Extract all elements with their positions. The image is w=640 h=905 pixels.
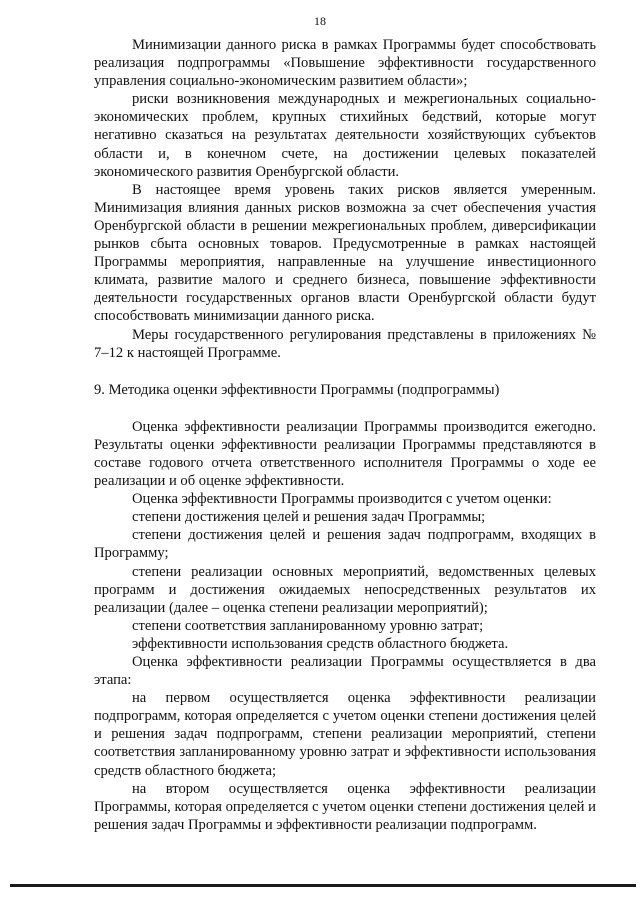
paragraph: риски возникновения международных и межрегиональных социально-экономических проблем, крупных стихийных бедствий, которые могут негативно сказаться на результатах деятельности хозяйствующих субъектов области и, в конечном счете, на достижении целевых показателей экономического развития Оренбургской области. xyxy=(94,91,596,180)
paragraph: Оценка эффективности реализации Программы осуществляется в два этапа: xyxy=(94,654,596,689)
paragraph: Оценка эффективности реализации Программы производится ежегодно. Результаты оценки эффективности реализации Программы представляются в составе годового отчета ответственного исполнителя Программы о ходе ее реализации и об оценке эффективности. xyxy=(94,418,596,490)
list-item: степени достижения целей и решения задач подпрограмм, входящих в Программу; xyxy=(94,527,596,562)
page-bottom-rule xyxy=(10,884,636,887)
paragraph: Оценка эффективности Программы производится с учетом оценки: xyxy=(132,491,552,508)
list-item: на первом осуществляется оценка эффективности реализации подпрограмм, которая определяется с учетом оценки степени достижения целей и решения задач подпрограмм, степени реализации мероприятий, степени соответствия запланированному уровню затрат и эффективности использования средств областного бюджета; xyxy=(94,690,596,779)
list-item: степени достижения целей и решения задач Программы; xyxy=(132,509,486,526)
paragraph: Минимизации данного риска в рамках Программы будет способствовать реализация подпрограммы «Повышение эффективности государственного управления социально-экономическим развитием области»; xyxy=(94,37,596,90)
page-number: 18 xyxy=(314,14,326,28)
list-item: эффективности использования средств областного бюджета. xyxy=(132,635,509,652)
paragraph: Меры государственного регулирования представлены в приложениях № 7–12 к настоящей Программе. xyxy=(94,326,596,361)
list-item: степени соответствия запланированному уровню затрат; xyxy=(132,617,484,634)
section-heading: 9. Методика оценки эффективности Программы (подпрограммы) xyxy=(94,381,500,398)
paragraph: В настоящее время уровень таких рисков является умеренным. Минимизация влияния данных рисков возможна за счет обеспечения участия Оренбургской области в решении межрегиональных проблем, диверсификации рынков сбыта основных товаров. Предусмотренные в рамках настоящей Программы мероприятия, направленные на улучшение инвестиционного климата, развитие малого и среднего бизнеса, повышение эффективности деятельности государственных органов власти Оренбургской области будут способствовать минимизации данного риска. xyxy=(94,181,596,325)
list-item: на втором осуществляется оценка эффективности реализации Программы, которая определяется с учетом оценки степени достижения целей и решения задач Программы и эффективности реализации подпрограмм. xyxy=(94,780,596,833)
list-item: степени реализации основных мероприятий, ведомственных целевых программ и достижения ожидаемых непосредственных результатов их реализации (далее – оценка степени реализации мероприятий); xyxy=(94,563,596,616)
document-body xyxy=(94,36,596,834)
